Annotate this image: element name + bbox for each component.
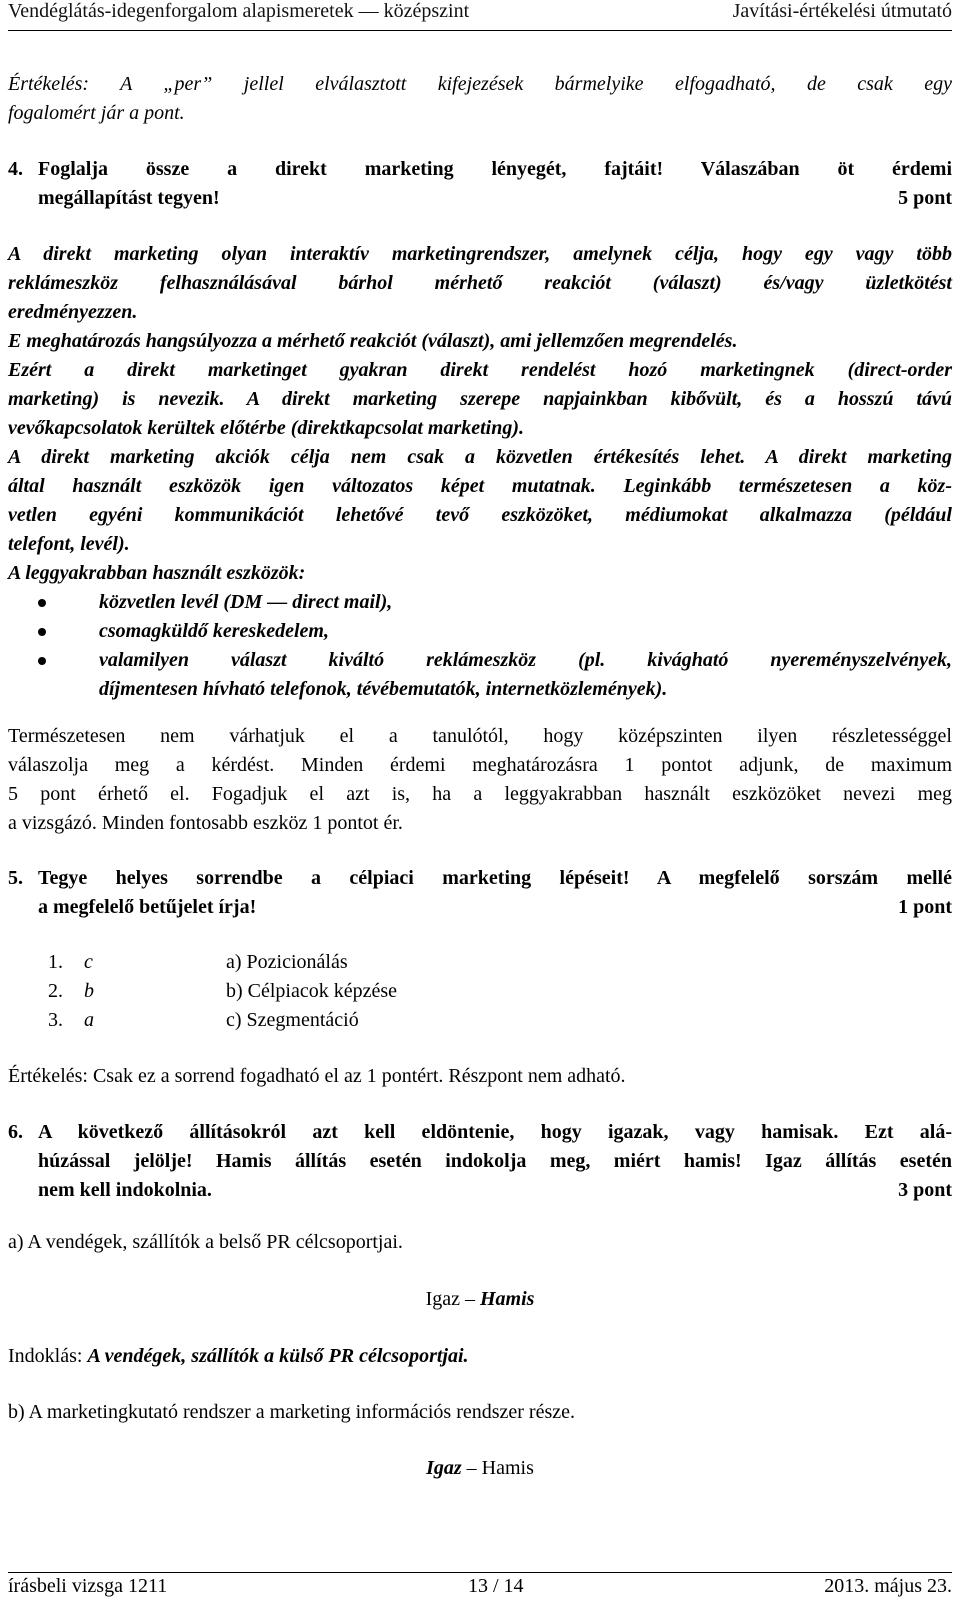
question-6 (8, 1118, 952, 1205)
exam-id: írásbeli vizsga 1211 (8, 1575, 168, 1597)
exam-date: 2013. május 23. (824, 1575, 952, 1597)
answer-line: A direkt marketing olyan interaktív marketingrendszer, amelynek célja, hogy egy vagy több (8, 243, 952, 265)
footer-rule (8, 1572, 952, 1573)
answer-line: vevőkapcsolatok kerültek előtérbe (direktkapcsolat marketing). (8, 417, 525, 439)
note-line: a vizsgázó. Minden fontosabb eszköz 1 pontot ér. (8, 812, 403, 834)
reason-label: Indoklás: (8, 1345, 88, 1367)
question-5 (8, 864, 952, 922)
note-line: válaszolja meg a kérdést. Minden érdemi meghatározásra 1 pontot adjunk, de maximum (8, 754, 952, 776)
list-item: közvetlen levél (DM — direct mail), (8, 588, 952, 617)
page-footer (8, 1575, 952, 1598)
question-text: A következő állításokról azt kell eldöntenie, hogy igazak, vagy hamisak. Ezt alá- (38, 1121, 952, 1143)
points: 1 pont (898, 896, 952, 918)
question-4 (8, 155, 952, 213)
answer-line: eredményezzen. (8, 301, 138, 323)
header-rule (8, 30, 952, 31)
tools-heading: A leggyakrabban használt eszközök: (8, 562, 306, 584)
evaluation-note-5: Értékelés: Csak ez a sorrend fogadható el az 1 pontért. Részpont nem adható. (8, 1065, 626, 1087)
header-right: Javítási-értékelési útmutató (732, 0, 952, 22)
page-header (8, 0, 952, 30)
answer-line: vetlen egyéni kommunikációt lehetővé tevő eszközöket, médiumokat alkalmazza (például (8, 504, 952, 526)
answer-line: E meghatározás hangsúlyozza a mérhető reakciót (választ), ami jellemzően megrendelés. (8, 330, 738, 352)
tools-list (8, 588, 952, 704)
option-false: Hamis (481, 1457, 534, 1479)
question-text: Tegye helyes sorrendbe a célpiaci marketing lépéseit! A megfelelő sorszám mellé (38, 867, 952, 889)
reason-text: A vendégek, szállítók a külső PR célcsoportjai. (87, 1345, 469, 1367)
text-line: fogalomért jár a pont. (8, 102, 185, 124)
bullet-icon (38, 628, 46, 636)
order-row: 2. b b) Célpiacok képzése (48, 980, 398, 1002)
bullet-icon (38, 599, 46, 607)
note-line: Természetesen nem várhatjuk el a tanulótól, hogy középszinten ilyen részletességgel (8, 725, 952, 747)
option-true-selected: Igaz (426, 1457, 462, 1479)
points: 3 pont (898, 1179, 952, 1201)
answer-a: Igaz – Hamis (425, 1288, 535, 1310)
bullet-icon (38, 657, 46, 665)
order-answers (8, 948, 952, 1035)
answer-line: Ezért a direkt marketinget gyakran direkt rendelést hozó marketingnek (direct-order (8, 359, 952, 381)
answer-line: marketing) is nevezik. A direkt marketing szerepe napjainkban kibővült, és a hosszú távú (8, 388, 952, 410)
page-number: 13 / 14 (467, 1575, 524, 1597)
points: 5 pont (898, 187, 952, 209)
answer-line: reklámeszköz felhasználásával bárhol mérhető reakciót (választ) és/vagy üzletkötést (8, 272, 952, 294)
reason-a (8, 1342, 952, 1371)
grading-note-4 (8, 722, 952, 838)
question-number: 5. (8, 867, 23, 889)
question-text: nem kell indokolnia. (38, 1179, 212, 1201)
question-text: a megfelelő betűjelet írja! (38, 896, 257, 918)
evaluation-note-top (8, 70, 952, 128)
option-true: Igaz (425, 1288, 460, 1310)
order-row: 1. c a) Pozicionálás (48, 951, 348, 973)
question-text: Foglalja össze a direkt marketing lényegét, fajtáit! Válaszában öt érdemi (38, 158, 952, 180)
answer-line: telefont, levél). (8, 533, 130, 555)
question-text: húzással jelölje! Hamis állítás esetén indokolja meg, miért hamis! Igaz állítás esetén (38, 1150, 952, 1172)
question-number: 4. (8, 158, 23, 180)
header-title: Vendéglátás-idegenforgalom alapismeretek — középszint (8, 0, 470, 22)
answer-b: Igaz – Hamis (426, 1457, 534, 1479)
question-text: megállapítást tegyen! (38, 187, 220, 209)
list-item: csomagküldő kereskedelem, (8, 617, 952, 646)
statement-b: b) A marketingkutató rendszer a marketing információs rendszer része. (8, 1401, 576, 1423)
answer-4 (8, 240, 952, 704)
order-row: 3. a c) Szegmentáció (48, 1009, 359, 1031)
answer-line: A direkt marketing akciók célja nem csak a közvetlen értékesítés lehet. A direkt marketing (8, 446, 952, 468)
question-number: 6. (8, 1121, 23, 1143)
note-line: 5 pont érhető el. Fogadjuk el azt is, ha a leggyakrabban használt eszközöket nevezi meg (8, 783, 952, 805)
statement-a: a) A vendégek, szállítók a belső PR célcsoportjai. (8, 1231, 403, 1253)
list-item: valamilyen választ kiváltó reklámeszköz (pl. kivágható nyereményszelvények, díjmentesen hívható telefonok, tévébemutatók, internetközlemények). (8, 646, 952, 704)
answer-line: által használt eszközök igen változatos képet mutatnak. Leginkább természetesen a köz- (8, 475, 952, 497)
option-false-selected: Hamis (479, 1288, 535, 1310)
text-line: Értékelés: A „per” jellel elválasztott kifejezések bármelyike elfogadható, de csak egy (8, 73, 952, 95)
